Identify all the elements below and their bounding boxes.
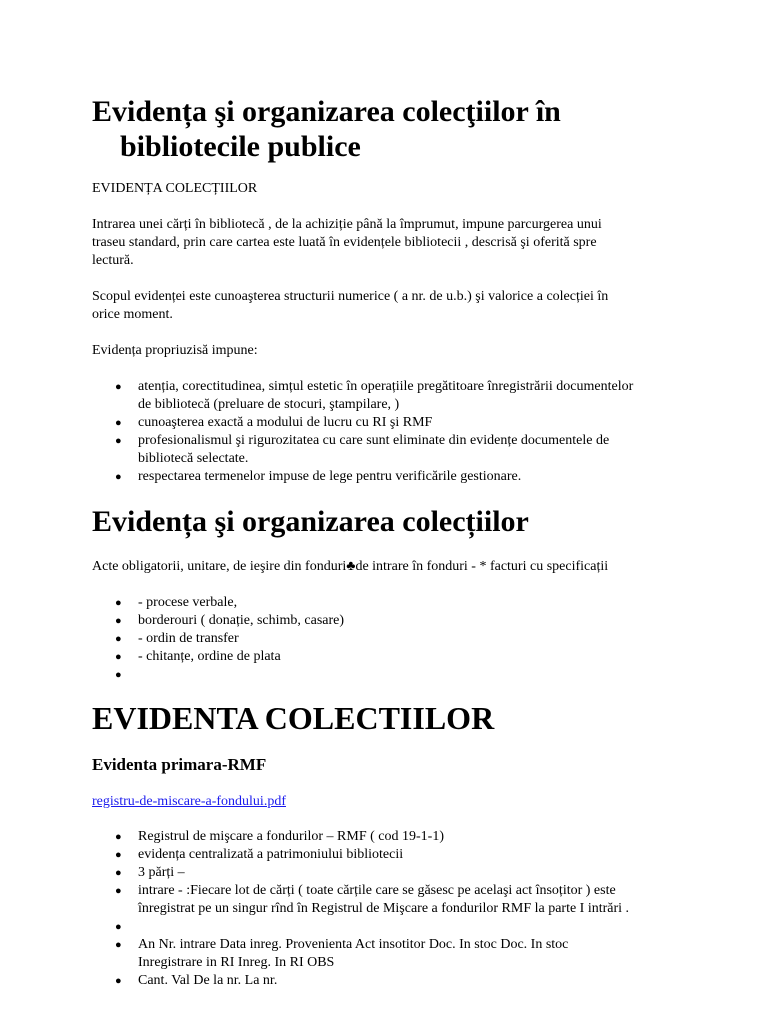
list-item-text: bibliotecă selectate.: [138, 451, 249, 466]
bullet-icon: ●: [115, 975, 122, 987]
paragraph-line: lectură.: [92, 253, 134, 268]
list-item-text: cunoaşterea exactă a modului de lucru cu RI şi RMF: [138, 415, 433, 430]
section-subtitle: EVIDENȚA COLECȚIILOR: [92, 181, 258, 196]
list-item: [0, 630, 344, 648]
bullet-icon: ●: [115, 435, 122, 447]
list-item: [0, 666, 344, 684]
list-item-text: Inregistrare in RI Inreg. In RI OBS: [138, 955, 335, 970]
list-item: [0, 414, 633, 432]
paragraph-line: Acte obligatorii, unitare, de ieşire din fonduri♣de intrare în fonduri - * facturi cu specificații: [92, 559, 609, 574]
bullet-icon: ●: [115, 597, 122, 609]
list-item-text: Registrul de mişcare a fondurilor – RMF ( cod 19-1-1): [138, 829, 444, 844]
list-item-text: - chitanțe, ordine de plata: [138, 649, 281, 664]
list-item-text: - procese verbale,: [138, 595, 238, 610]
list-item: [0, 972, 629, 990]
pdf-document-link[interactable]: registru-de-miscare-a-fondului.pdf: [92, 794, 286, 809]
bullet-icon: ●: [115, 381, 122, 393]
section-heading: Evidența şi organizarea colecțiilor: [92, 505, 529, 538]
list-item: [0, 882, 629, 918]
list-item-text: înregistrat pe un singur rînd în Registrul de Mişcare a fondurilor RMF la parte I intrări .: [138, 901, 630, 916]
list-item-text: atenția, corectitudinea, simțul estetic în operațiile pregătitoare înregistrării documentelor: [138, 379, 634, 394]
list-item: [0, 468, 633, 486]
paragraph-line: traseu standard, prin care cartea este luată în evidențele bibliotecii , descrisă şi oferită spre: [92, 235, 597, 250]
bullet-icon: ●: [115, 921, 122, 933]
list-item-text: 3 părți –: [138, 865, 185, 880]
list-item: [0, 648, 344, 666]
list-item: [0, 864, 629, 882]
bullet-icon: ●: [115, 615, 122, 627]
bullet-icon: ●: [115, 633, 122, 645]
paragraph-line: orice moment.: [92, 307, 173, 322]
bullet-list: [0, 378, 633, 486]
pdf-link-line: [92, 793, 286, 811]
bullet-icon: ●: [115, 849, 122, 861]
list-item: [0, 828, 629, 846]
bullet-list: [0, 828, 629, 990]
list-item: [0, 846, 629, 864]
list-item-text: borderouri ( donație, schimb, casare): [138, 613, 345, 628]
list-item: [0, 594, 344, 612]
list-item: [0, 432, 633, 468]
paragraph-line: Scopul evidenței este cunoaşterea structurii numerice ( a nr. de u.b.) şi valorice a colecției în: [92, 289, 609, 304]
list-item: [0, 918, 629, 936]
sub-heading: Evidenta primara-RMF: [92, 755, 267, 774]
bullet-icon: ●: [115, 417, 122, 429]
list-item: [0, 612, 344, 630]
list-item-text: profesionalismul şi rigurozitatea cu care sunt eliminate din evidențe documentele de: [138, 433, 610, 448]
list-item-text: - ordin de transfer: [138, 631, 239, 646]
page-title-line1: Evidența şi organizarea colecţiilor în: [92, 95, 561, 128]
list-item-text: An Nr. intrare Data inreg. Provenienta Act insotitor Doc. In stoc Doc. In stoc: [138, 937, 569, 952]
bullet-icon: ●: [115, 471, 122, 483]
list-item-text: de bibliotecă (preluare de stocuri, ştampilare, ): [138, 397, 400, 412]
paragraph-line: Intrarea unei cărți în bibliotecă , de la achiziție până la împrumut, impune parcurgerea unui: [92, 217, 602, 232]
bullet-icon: ●: [115, 831, 122, 843]
bullet-icon: ●: [115, 939, 122, 951]
bullet-icon: ●: [115, 885, 122, 897]
list-item: [0, 378, 633, 414]
list-item: [0, 936, 629, 972]
list-item-text: Cant. Val De la nr. La nr.: [138, 973, 278, 988]
list-item-text: evidența centralizată a patrimoniului bibliotecii: [138, 847, 404, 862]
bullet-icon: ●: [115, 669, 122, 681]
list-item-text: respectarea termenelor impuse de lege pentru verificările gestionare.: [138, 469, 522, 484]
page-title-line2: bibliotecile publice: [120, 130, 361, 163]
section-heading: EVIDENTA COLECTIILOR: [92, 700, 495, 736]
paragraph-line: Evidența propriuzisă impune:: [92, 343, 258, 358]
bullet-icon: ●: [115, 651, 122, 663]
list-item-text: intrare - :Fiecare lot de cărți ( toate cărțile care se găsesc pe acelaşi act însoțitor ) este: [138, 883, 616, 898]
bullet-list: [0, 594, 344, 684]
bullet-icon: ●: [115, 867, 122, 879]
